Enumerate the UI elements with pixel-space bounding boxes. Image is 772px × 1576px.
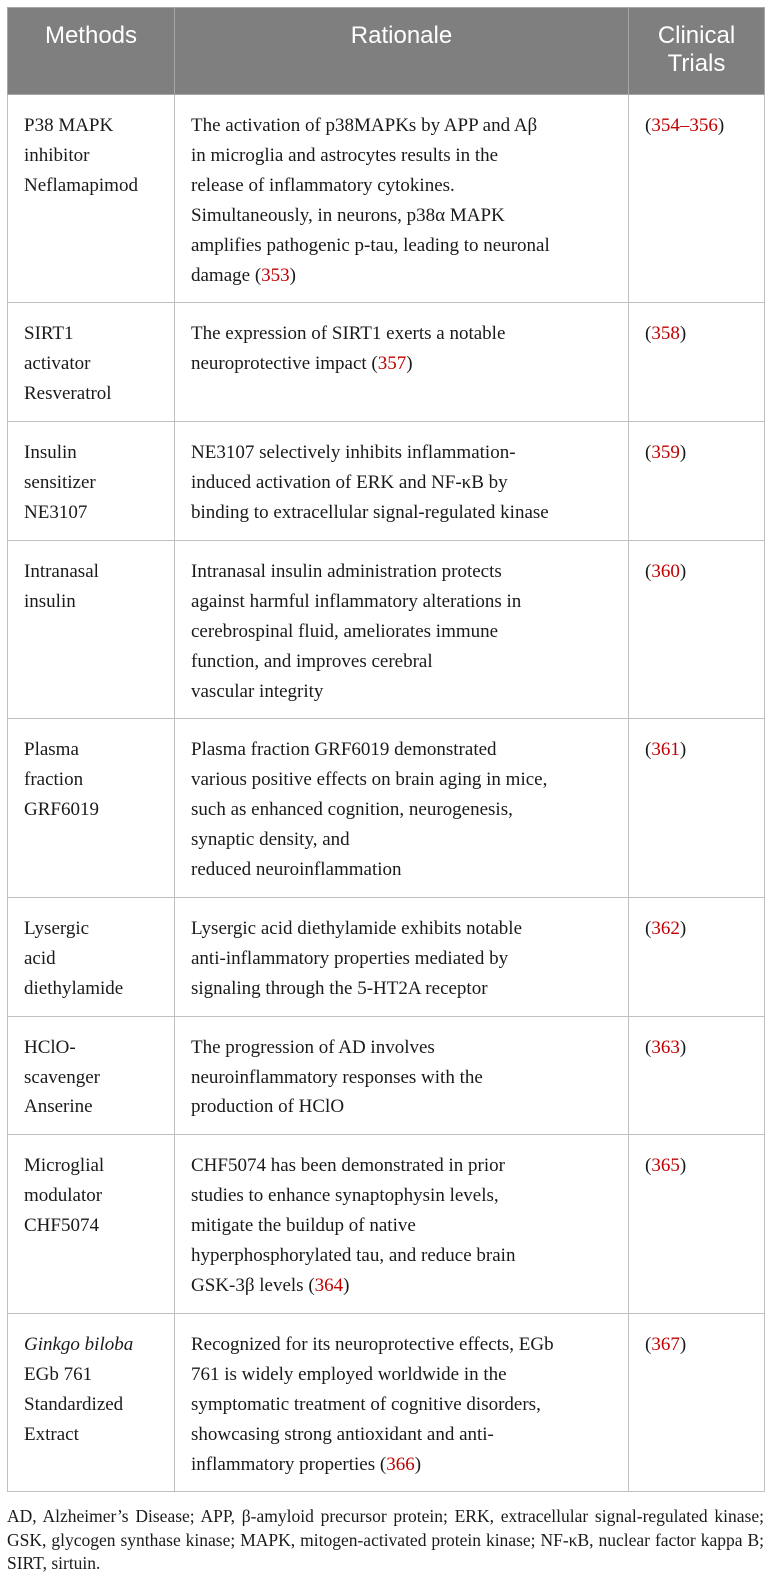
table-row — [8, 95, 765, 303]
trial-citation-link[interactable]: 367 — [651, 1333, 680, 1355]
cell-method — [8, 1016, 175, 1135]
rationale-citation-link[interactable]: 353 — [261, 264, 290, 286]
method-name: Lysergic acid diethylamide — [24, 917, 124, 999]
trial-citation-link[interactable]: 365 — [651, 1155, 680, 1177]
table-row — [8, 897, 765, 1016]
rationale-citation-link[interactable]: 364 — [314, 1275, 344, 1296]
method-name: EGb 761 Standardized Extract — [24, 1363, 124, 1445]
method-name: Insulin sensitizer NE3107 — [24, 442, 96, 523]
rationale-citation-link[interactable]: 366 — [386, 1453, 415, 1475]
cell-rationale — [175, 1313, 629, 1492]
rationale-close-paren: ) — [343, 1275, 350, 1296]
table-row — [8, 1016, 765, 1135]
trial-citation-link[interactable]: 360 — [651, 560, 680, 582]
rationale-citation-link[interactable]: 357 — [377, 353, 407, 375]
cell-clinical-trials: (365) — [629, 1135, 765, 1314]
cell-method — [8, 719, 175, 898]
cell-method — [8, 540, 175, 719]
methods-table — [7, 7, 765, 1492]
cell-rationale — [175, 719, 629, 898]
cell-clinical-trials: (359) — [629, 422, 765, 541]
cell-rationale — [175, 540, 629, 719]
trial-citation-link[interactable]: 362 — [651, 917, 680, 939]
method-name: SIRT1 activator Resveratrol — [24, 323, 112, 405]
rationale-text: NE3107 selectively inhibits inflammation- induced activation of ERK and NF-κB by binding to extracellular signal-regulated kinase — [191, 442, 549, 523]
trial-citation-link[interactable]: 361 — [651, 739, 680, 761]
cell-clinical-trials: (362) — [629, 897, 765, 1016]
method-name: Plasma fraction GRF6019 — [24, 739, 99, 821]
cell-method — [8, 1313, 175, 1492]
cell-rationale — [175, 422, 629, 541]
trial-citation-link[interactable]: 363 — [651, 1036, 680, 1058]
method-italic-name: Ginkgo biloba — [24, 1333, 134, 1355]
cell-clinical-trials: (358) — [629, 303, 765, 422]
rationale-text: The activation of p38MAPKs by APP and Aβ in microglia and astrocytes results in the release of inflammatory cytokines. Simultaneously, in neurons, p38α MAPK amplifies pathogenic p-tau, leading to neuronal damage ( — [191, 115, 550, 286]
method-name: Microglial modulator CHF5074 — [24, 1155, 105, 1237]
header-row — [8, 8, 765, 95]
table-row — [8, 303, 765, 422]
cell-clinical-trials: (363) — [629, 1016, 765, 1135]
cell-clinical-trials: (367) — [629, 1313, 765, 1492]
rationale-close-paren: ) — [414, 1453, 422, 1475]
rationale-text: CHF5074 has been demonstrated in prior studies to enhance synaptophysin levels, mitigate the buildup of native hyperphosphorylated tau, and reduce brain GSK-3β levels ( — [191, 1155, 516, 1296]
cell-method — [8, 1135, 175, 1314]
rationale-close-paren: ) — [406, 353, 413, 375]
method-name: Intranasal insulin — [24, 560, 99, 612]
rationale-text: Intranasal insulin administration protects against harmful inflammatory alterations in cerebrospinal fluid, ameliorates immune function, and improves cerebral vascular integrity — [191, 560, 522, 702]
cell-rationale — [175, 95, 629, 303]
table-row — [8, 422, 765, 541]
header-clinical-trials: Clinical Trials — [629, 8, 765, 95]
table-row — [8, 540, 765, 719]
cell-method — [8, 95, 175, 303]
cell-rationale — [175, 897, 629, 1016]
header-rationale: Rationale — [175, 8, 629, 95]
rationale-close-paren: ) — [289, 264, 296, 286]
method-name: HClO- scavenger Anserine — [24, 1036, 100, 1118]
table-row — [8, 1135, 765, 1314]
cell-clinical-trials: (354–356) — [629, 95, 765, 303]
rationale-text: Plasma fraction GRF6019 demonstrated various positive effects on brain aging in mice, such as enhanced cognition, neurogenesis, synaptic density, and reduced neuroinflammation — [191, 739, 548, 881]
table-page — [7, 7, 764, 1576]
trial-citation-link[interactable]: 359 — [651, 442, 680, 464]
cell-rationale — [175, 303, 629, 422]
table-row — [8, 1313, 765, 1492]
table-body — [8, 95, 765, 1492]
header-methods: Methods — [8, 8, 175, 95]
rationale-text: Recognized for its neuroprotective effects, EGb 761 is widely employed worldwide in the symptomatic treatment of cognitive disorders, showcasing strong antioxidant and anti- inflammatory properties ( — [191, 1333, 554, 1475]
rationale-text: Lysergic acid diethylamide exhibits notable anti-inflammatory properties mediated by signaling through the 5-HT2A receptor — [191, 917, 523, 999]
cell-clinical-trials: (361) — [629, 719, 765, 898]
rationale-text: The expression of SIRT1 exerts a notable neuroprotective impact ( — [191, 323, 506, 375]
table-row — [8, 719, 765, 898]
trial-citation-link[interactable]: 354–356 — [651, 115, 718, 136]
cell-rationale — [175, 1135, 629, 1314]
table-footnote: AD, Alzheimer’s Disease; APP, β-amyloid precursor protein; ERK, extracellular signal-regulated kinase; GSK, glycogen synthase kinase; MAPK, mitogen-activated protein kinase; NF-κB, nuclear factor kappa B; SIRT, sirtuin. — [7, 1506, 764, 1574]
method-name: P38 MAPK inhibitor Neflamapimod — [24, 115, 138, 196]
trial-citation-link[interactable]: 358 — [651, 323, 680, 345]
cell-method — [8, 422, 175, 541]
cell-method — [8, 897, 175, 1016]
cell-method — [8, 303, 175, 422]
cell-rationale — [175, 1016, 629, 1135]
rationale-text: The progression of AD involves neuroinflammatory responses with the production of HClO — [191, 1036, 483, 1118]
cell-clinical-trials: (360) — [629, 540, 765, 719]
